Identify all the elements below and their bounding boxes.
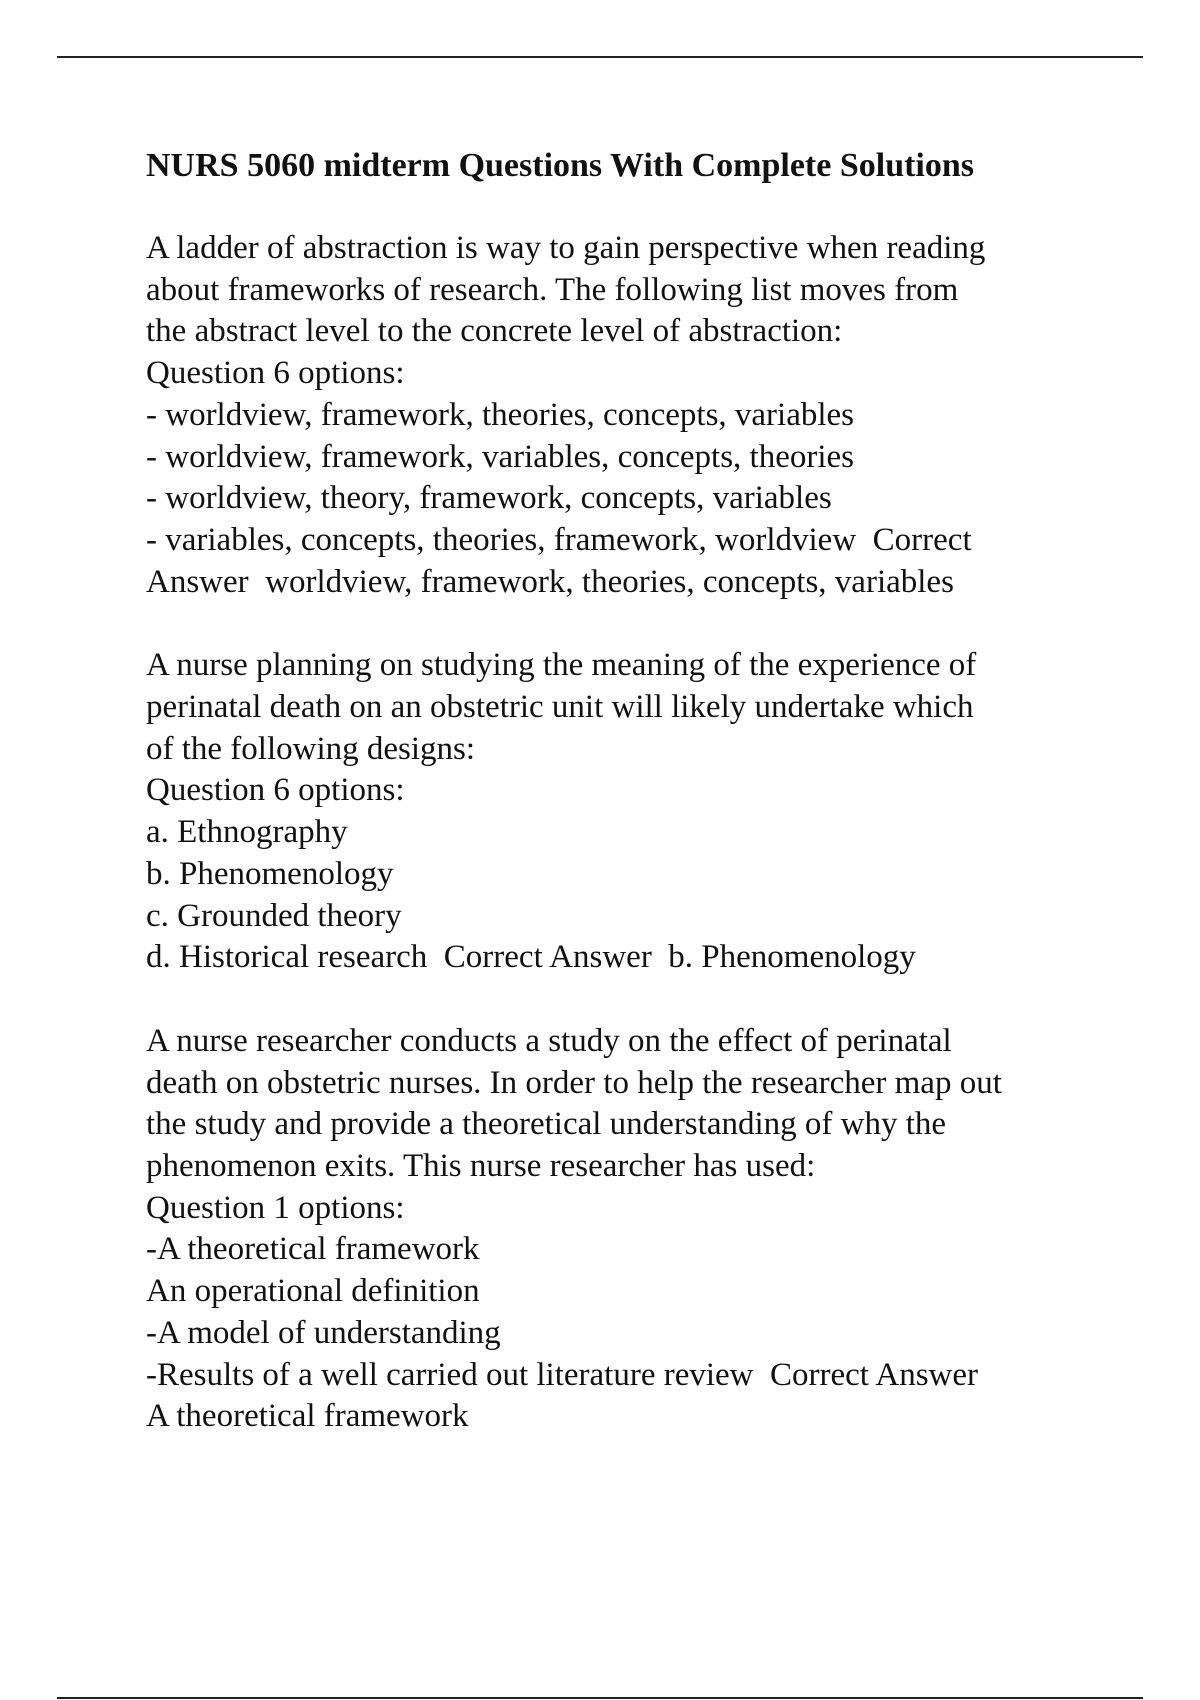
text-line: c. Grounded theory bbox=[146, 897, 402, 934]
text-line: Question 6 options: bbox=[146, 355, 405, 392]
text-line: - worldview, framework, theories, concepts, variables bbox=[146, 396, 855, 433]
text-line: d. Historical research Correct Answer b. Phenomenology bbox=[146, 939, 916, 976]
text-line: A theoretical framework bbox=[146, 1398, 469, 1435]
question-block-3 bbox=[146, 1021, 1106, 1438]
question-block-2 bbox=[146, 645, 1106, 979]
text-line: death on obstetric nurses. In order to help the researcher map out bbox=[146, 1064, 1002, 1101]
text-line: about frameworks of research. The following list moves from bbox=[146, 271, 959, 308]
text-line: b. Phenomenology bbox=[146, 855, 394, 892]
text-line: - worldview, theory, framework, concepts, variables bbox=[146, 480, 832, 517]
text-line: a. Ethnography bbox=[146, 814, 348, 851]
text-line: the study and provide a theoretical understanding of why the bbox=[146, 1106, 947, 1143]
text-line: perinatal death on an obstetric unit will likely undertake which bbox=[146, 689, 974, 726]
text-line: A nurse planning on studying the meaning of the experience of bbox=[146, 647, 977, 684]
text-line: Answer worldview, framework, theories, concepts, variables bbox=[146, 563, 954, 600]
bottom-rule bbox=[57, 1697, 1143, 1699]
text-line: - variables, concepts, theories, framework, worldview Correct bbox=[146, 521, 972, 558]
text-line: An operational definition bbox=[146, 1273, 480, 1310]
question-block-1 bbox=[146, 228, 1106, 603]
text-line: -A theoretical framework bbox=[146, 1231, 480, 1268]
text-line: of the following designs: bbox=[146, 730, 476, 767]
text-line: -A model of understanding bbox=[146, 1314, 501, 1351]
top-rule bbox=[57, 56, 1143, 58]
text-line: Question 6 options: bbox=[146, 772, 405, 809]
text-line: A nurse researcher conducts a study on the effect of perinatal bbox=[146, 1022, 952, 1059]
text-line: the abstract level to the concrete level of abstraction: bbox=[146, 313, 843, 350]
document-title: NURS 5060 midterm Questions With Complete Solutions bbox=[146, 147, 975, 184]
text-line: phenomenon exits. This nurse researcher has used: bbox=[146, 1148, 816, 1185]
document-body bbox=[146, 144, 1106, 1480]
text-line: - worldview, framework, variables, concepts, theories bbox=[146, 438, 855, 475]
text-line: A ladder of abstraction is way to gain perspective when reading bbox=[146, 230, 986, 266]
text-line: -Results of a well carried out literature review Correct Answer bbox=[146, 1356, 979, 1393]
text-line: Question 1 options: bbox=[146, 1189, 405, 1226]
